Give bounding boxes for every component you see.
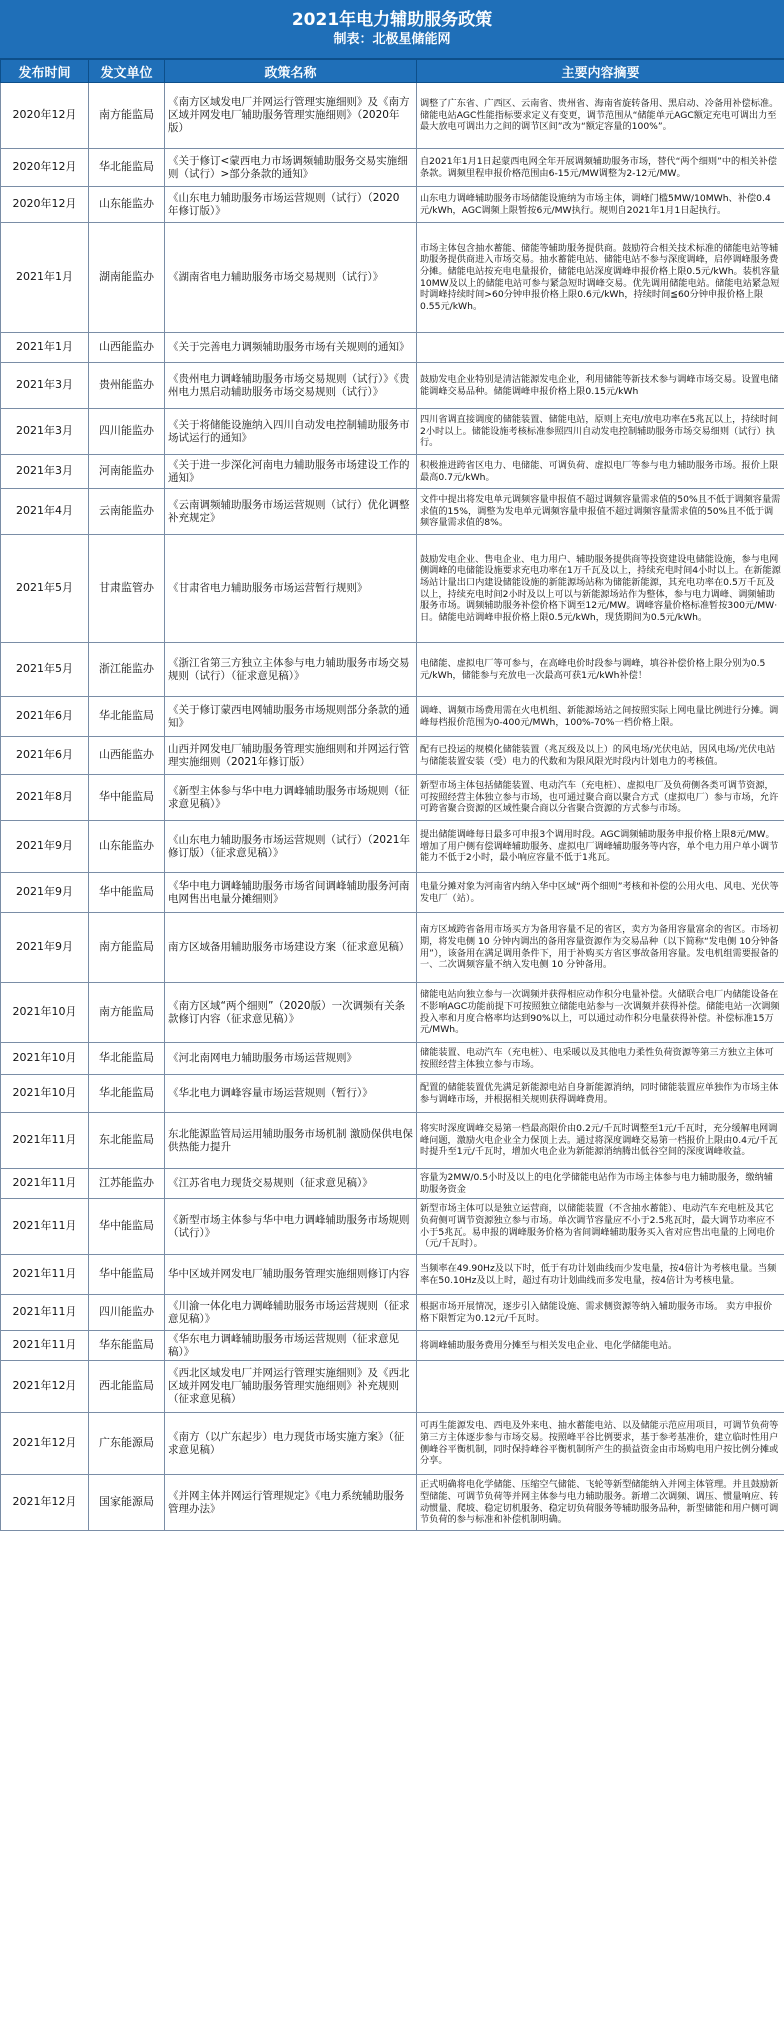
row-date: 2021年1月 [1,223,89,333]
table-row [1,83,784,149]
row-summary: 新型市场主体可以是独立运营商，以储能装置（不含抽水蓄能）、电动汽车充电桩及其它负荷侧可调节资源独立参与市场。单次调节容量应不小于2.5兆瓦时，最大调节功率应不小于5兆瓦。易申报的调峰服务价格为省间调峰辅助服务买入省对应售出电量的上网电价（元/千瓦时）。 [417,1199,784,1255]
row-summary: 提出储能调峰每日最多可申报3个调用时段。AGC调频辅助服务申报价格上限8元/MW。增加了用户侧有偿调峰辅助服务、虚拟电厂调峰辅助服务等内容，单个电力用户单小调节能力不低于2小时，最小响应容量不低于1兆瓦。 [417,821,784,873]
row-date: 2021年9月 [1,873,89,913]
table-row [1,489,784,535]
table-row [1,1255,784,1295]
row-summary: 可再生能源发电、西电及外来电、抽水蓄能电站、以及储能示范应用项目，可调节负荷等第三方主体逐步参与市场交易。按照峰平谷比例要求，基于参考基准价，建立临时性用户侧峰谷平衡机制，同时保持峰谷平衡机制所产生的损益资金由市场购电用户按比例分摊或分享。 [417,1413,784,1475]
row-date: 2020年12月 [1,149,89,187]
table-row [1,983,784,1043]
row-policy-name: 《南方区域“两个细则”（2020版）一次调频有关条款修订内容（征求意见稿）》 [165,983,417,1043]
row-date: 2021年4月 [1,489,89,535]
table-row [1,1331,784,1361]
row-summary: 调峰、调频市场费用需在火电机组、新能源场站之间按照实际上网电量比例进行分摊。调峰每档报价范围为0-400元/MWh，100%-70%一档价格上限。 [417,697,784,737]
row-date: 2021年9月 [1,913,89,983]
row-date: 2021年5月 [1,643,89,697]
row-summary: 自2021年1月1日起蒙西电网全年开展调频辅助服务市场，替代“两个细则”中的相关补偿条款。调频里程申报价格范围由6-15元/MW调整为2-12元/MW。 [417,149,784,187]
row-summary [417,333,784,363]
row-summary: 当频率在49.90Hz及以下时，低于有功计划曲线而少发电量，按4倍计为考核电量。当频率在50.10Hz及以上时，超过有功计划曲线而多发电量，按4倍计为考核电量。 [417,1255,784,1295]
row-date: 2021年11月 [1,1255,89,1295]
row-unit: 河南能监办 [89,455,165,489]
table-row [1,1413,784,1475]
row-unit: 江苏能监办 [89,1169,165,1199]
row-policy-name: 《甘肃省电力辅助服务市场运营暂行规则》 [165,535,417,643]
row-summary: 积极推进跨省区电力、电储能、可调负荷、虚拟电厂等参与电力辅助服务市场。报价上限最高0.7元/kWh。 [417,455,784,489]
row-summary: 配置的储能装置优先满足新能源电站自身新能源消纳，同时储能装置应单独作为市场主体参与调峰市场，并根据相关规则获得调峰费用。 [417,1075,784,1113]
table-row [1,913,784,983]
table-row [1,737,784,775]
row-date: 2020年12月 [1,187,89,223]
row-unit: 贵州能监办 [89,363,165,409]
table-row [1,187,784,223]
row-unit: 华东能监局 [89,1331,165,1361]
row-policy-name: 《华中电力调峰辅助服务市场省间调峰辅助服务河南电网售出电量分摊细则》 [165,873,417,913]
row-date: 2021年9月 [1,821,89,873]
row-date: 2021年10月 [1,1043,89,1075]
row-date: 2021年10月 [1,1075,89,1113]
row-unit: 华北能监局 [89,1075,165,1113]
row-summary: 鼓励发电企业、售电企业、电力用户、辅助服务提供商等投资建设电储能设施，参与电网侧调峰的电储能设施要求充电功率在1万千瓦及以上，持续充电时间4小时以上。在新能源场站计量出口内建设储能设施的新能源场站称为储能新能源，其充电功率在0.5万千瓦及以上，持续充电时间2小时及以上可以与新能源场站作为整体，参与电力调峰、调频辅助服务市场。调频辅助服务补偿价格下调至12元/MW。调峰容量价格标准暂按300元/MW·日。储能电站调峰申报价格上限0.5元/kWh，现货期间为0.5元/kWh。 [417,535,784,643]
table-row [1,363,784,409]
row-unit: 华中能监局 [89,1199,165,1255]
row-summary: 鼓励发电企业特别是清洁能源发电企业，利用储能等新技术参与调峰市场交易。设置电储能调峰交易品种。储能调峰申报价格上限0.15元/kWh [417,363,784,409]
row-date: 2021年10月 [1,983,89,1043]
row-date: 2021年11月 [1,1331,89,1361]
row-policy-name: 东北能源监管局运用辅助服务市场机制 激励保供电保供热能力提升 [165,1113,417,1169]
row-date: 2021年3月 [1,409,89,455]
row-summary: 南方区域跨省备用市场买方为备用容量不足的省区，卖方为备用容量富余的省区。市场初期，将发电侧 10 分钟内调出的备用容量资源作为交易品种（以下简称“发电侧 10分钟备用”），该备用在满足调用条件下，用于补购买方省区事故备用容量。发电机组需要报备的一、二次调频容量不纳入发电侧 10 分钟备用。 [417,913,784,983]
row-policy-name: 《关于修订<蒙西电力市场调频辅助服务交易实施细则（试行）>部分条款的通知》 [165,149,417,187]
row-policy-name: 《关于完善电力调频辅助服务市场有关规则的通知》 [165,333,417,363]
table-row [1,643,784,697]
table-row [1,1113,784,1169]
row-unit: 南方能监局 [89,983,165,1043]
row-policy-name: 《江苏省电力现货交易规则（征求意见稿）》 [165,1169,417,1199]
table-row [1,535,784,643]
table-header-row [1,60,784,83]
row-summary: 将实时深度调峰交易第一档最高限价由0.2元/千瓦时调整至1元/千瓦时，充分缓解电网调峰问题，激励火电企业全力保顶上去。通过将深度调峰交易第一档报价上限由0.4元/千瓦时提升至1元/千瓦时，增加火电企业为新能源消纳腾出低谷空间的深度调峰收益。 [417,1113,784,1169]
row-policy-name: 《山东电力辅助服务市场运营规则（试行）（2020 年修订版）》 [165,187,417,223]
row-date: 2020年12月 [1,83,89,149]
row-policy-name: 《西北区域发电厂并网运行管理实施细则》及《西北区域并网发电厂辅助服务管理实施细则》补充规则（征求意见稿） [165,1361,417,1413]
row-date: 2021年6月 [1,737,89,775]
row-policy-name: 《新型主体参与华中电力调峰辅助服务市场规则（征求意见稿）》 [165,775,417,821]
col-header-date: 发布时间 [1,60,89,83]
col-header-summary: 主要内容摘要 [417,60,784,83]
row-policy-name: 《贵州电力调峰辅助服务市场交易规则（试行）》《贵州电力黑启动辅助服务市场交易规则（试行）》 [165,363,417,409]
row-summary: 将调峰辅助服务费用分摊至与相关发电企业、电化学储能电站。 [417,1331,784,1361]
row-date: 2021年12月 [1,1361,89,1413]
row-date: 2021年3月 [1,455,89,489]
table-row [1,1043,784,1075]
table-row [1,873,784,913]
row-summary: 电储能、虚拟电厂等可参与，在高峰电价时段参与调峰，填谷补偿价格上限分别为0.5元/kWh，储能参与充放电一次最高可获1元/kWh补偿！ [417,643,784,697]
table-row [1,1199,784,1255]
row-policy-name: 《关于将储能设施纳入四川自动发电控制辅助服务市场试运行的通知》 [165,409,417,455]
row-unit: 山西能监办 [89,333,165,363]
row-summary: 山东电力调峰辅助服务市场储能设施纳为市场主体，调峰门槛5MW/10MWh、补偿0.4元/kWh，AGC调频上限暂按6元/MW执行。规则自2021年1月1日起执行。 [417,187,784,223]
row-date: 2021年12月 [1,1413,89,1475]
table-row [1,223,784,333]
row-unit: 云南能监办 [89,489,165,535]
table-row [1,775,784,821]
row-policy-name: 《浙江省第三方独立主体参与电力辅助服务市场交易规则（试行）（征求意见稿）》 [165,643,417,697]
row-summary [417,1361,784,1413]
row-unit: 华北能监局 [89,149,165,187]
row-unit: 华中能监局 [89,1255,165,1295]
policy-table [0,59,784,1531]
row-date: 2021年6月 [1,697,89,737]
row-policy-name: 《关于进一步深化河南电力辅助服务市场建设工作的通知》 [165,455,417,489]
row-policy-name: 华中区域并网发电厂辅助服务管理实施细则修订内容 [165,1255,417,1295]
row-policy-name: 《关于修订蒙西电网辅助服务市场规则部分条款的通知》 [165,697,417,737]
table-row [1,1361,784,1413]
row-summary: 市场主体包含抽水蓄能、储能等辅助服务提供商。鼓励符合相关技术标准的储能电站等辅助服务提供商进入市场交易。抽水蓄能电站、储能电站不参与深度调峰，启停调峰服务费分摊。储能电站按充电电量报价，储能电站深度调峰申报价格上限0.5元/kWh。装机容量10MW及以上的储能电站可参与紧急短时调峰交易。优先调用储能电站。储能电站紧急短时调峰持续时间>60分钟申报价格上限0.6元/kWh，持续时间≦60分钟申报价格上限0.55元/kWh。 [417,223,784,333]
row-unit: 西北能监局 [89,1361,165,1413]
title-banner [0,0,784,59]
table-row [1,333,784,363]
row-summary: 配有已投运的规模化储能装置（兆瓦级及以上）的风电场/光伏电站，因风电场/光伏电站与储能装置安装（受）电力的代数和为限风限光时段内计划电力的考核值。 [417,737,784,775]
row-policy-name: 南方区域备用辅助服务市场建设方案（征求意见稿） [165,913,417,983]
table-row [1,1075,784,1113]
row-summary: 电量分摊对象为河南省内纳入华中区域“两个细则”考核和补偿的公用火电、风电、光伏等发电厂（站）。 [417,873,784,913]
row-summary: 储能电站向独立参与一次调频并获得相应动作积分电量补偿。火储联合电厂内储能设备在不影响AGC功能前提下可按照独立储能电站参与一次调频并获得补偿。储能电站一次调频投入率和月度合格率均达到90%以上，可以通过动作积分电量获得补偿。补偿标准15万元/MWh。 [417,983,784,1043]
row-policy-name: 《新型市场主体参与华中电力调峰辅助服务市场规则（试行）》 [165,1199,417,1255]
row-date: 2021年12月 [1,1475,89,1531]
row-unit: 山西能监办 [89,737,165,775]
row-unit: 华北能监局 [89,1043,165,1075]
row-unit: 国家能源局 [89,1475,165,1531]
row-summary: 四川省调直接调度的储能装置、储能电站，原则上充电/放电功率在5兆瓦以上，持续时间2小时以上。储能设施考核标准参照四川自动发电控制辅助服务市场交易细则（试行）执行。 [417,409,784,455]
row-unit: 四川能监办 [89,409,165,455]
row-policy-name: 《云南调频辅助服务市场运营规则（试行）优化调整补充规定》 [165,489,417,535]
row-date: 2021年11月 [1,1199,89,1255]
page-subtitle: 制表：北极星储能网 [333,32,451,47]
col-header-name: 政策名称 [165,60,417,83]
row-date: 2021年11月 [1,1169,89,1199]
row-policy-name: 《川渝一体化电力调峰辅助服务市场运营规则（征求意见稿）》 [165,1295,417,1331]
page-title: 2021年电力辅助服务政策 [291,10,493,30]
row-unit: 华中能监局 [89,873,165,913]
row-unit: 湖南能监办 [89,223,165,333]
row-summary: 正式明确将电化学储能、压缩空气储能、飞轮等新型储能纳入并网主体管理。并且鼓励新型储能、可调节负荷等并网主体参与电力辅助服务。新增二次调频、调压、惯量响应、转动惯量、爬坡、稳定切机服务、稳定切负荷服务等辅助服务品种，新型储能和用户侧可调节负荷的参与标准和补偿机制明确。 [417,1475,784,1531]
row-summary: 新型市场主体包括储能装置、电动汽车（充电桩）、虚拟电厂及负荷侧各类可调节资源，可按照经营主体独立参与市场，也可通过聚合商以聚合方式（虚拟电厂）参与市场，允许可跨省聚合资源的区域性聚合商以分省聚合资源的方式参与市场。 [417,775,784,821]
row-unit: 华中能监局 [89,775,165,821]
row-unit: 浙江能监办 [89,643,165,697]
table-body [1,83,784,1531]
row-policy-name: 《华北电力调峰容量市场运营规则（暂行）》 [165,1075,417,1113]
row-summary: 根据市场开展情况，逐步引入储能设施、需求侧资源等纳入辅助服务市场。 卖方申报价格下限暂定为0.12元/千瓦时。 [417,1295,784,1331]
row-policy-name: 山西并网发电厂辅助服务管理实施细则和并网运行管理实施细则（2021年修订版） [165,737,417,775]
row-date: 2021年8月 [1,775,89,821]
col-header-unit: 发文单位 [89,60,165,83]
row-policy-name: 《并网主体并网运行管理规定》《电力系统辅助服务管理办法》 [165,1475,417,1531]
row-unit: 甘肃监管办 [89,535,165,643]
row-summary: 调整了广东省、广西区、云南省、贵州省、海南省旋转备用、黑启动、冷备用补偿标准。储能电站AGC性能指标要求定义有变更，调节范围从“储能单元AGC额定充电可调出力至最大放电可调出力之间的调节区间”改为“额定容量的100%”。 [417,83,784,149]
row-policy-name: 《华东电力调峰辅助服务市场运营规则（征求意见稿）》 [165,1331,417,1361]
row-unit: 四川能监办 [89,1295,165,1331]
row-date: 2021年3月 [1,363,89,409]
row-unit: 东北能监局 [89,1113,165,1169]
table-row [1,409,784,455]
table-row [1,149,784,187]
row-unit: 山东能监办 [89,187,165,223]
row-unit: 南方能监局 [89,913,165,983]
row-policy-name: 《河北南网电力辅助服务市场运营规则》 [165,1043,417,1075]
row-unit: 山东能监办 [89,821,165,873]
table-row [1,697,784,737]
row-date: 2021年5月 [1,535,89,643]
row-policy-name: 《南方（以广东起步）电力现货市场实施方案》（征求意见稿） [165,1413,417,1475]
row-unit: 华北能监局 [89,697,165,737]
row-summary: 容量为2MW/0.5小时及以上的电化学储能电站作为市场主体参与电力辅助服务，缴纳辅助服务资金 [417,1169,784,1199]
row-policy-name: 《山东电力辅助服务市场运营规则（试行）（2021年修订版）（征求意见稿）》 [165,821,417,873]
row-summary: 储能装置、电动汽车（充电桩）、电采暖以及其他电力柔性负荷资源等第三方独立主体可按照经营主体独立参与市场。 [417,1043,784,1075]
table-row [1,455,784,489]
table-row [1,1475,784,1531]
row-unit: 广东能源局 [89,1413,165,1475]
table-row [1,1295,784,1331]
row-policy-name: 《南方区域发电厂并网运行管理实施细则》及《南方区域并网发电厂辅助服务管理实施细则》（2020年版） [165,83,417,149]
row-date: 2021年11月 [1,1295,89,1331]
row-summary: 文件中提出将发电单元调频容量申报值不超过调频容量需求值的50%且不低于调频容量需求值的15%，调整为发电单元调频容量申报值不超过调频容量需求值的50%且不低于调频容量需求值的8%。 [417,489,784,535]
row-date: 2021年1月 [1,333,89,363]
row-date: 2021年11月 [1,1113,89,1169]
row-unit: 南方能监局 [89,83,165,149]
table-row [1,821,784,873]
table-row [1,1169,784,1199]
row-policy-name: 《湖南省电力辅助服务市场交易规则（试行）》 [165,223,417,333]
